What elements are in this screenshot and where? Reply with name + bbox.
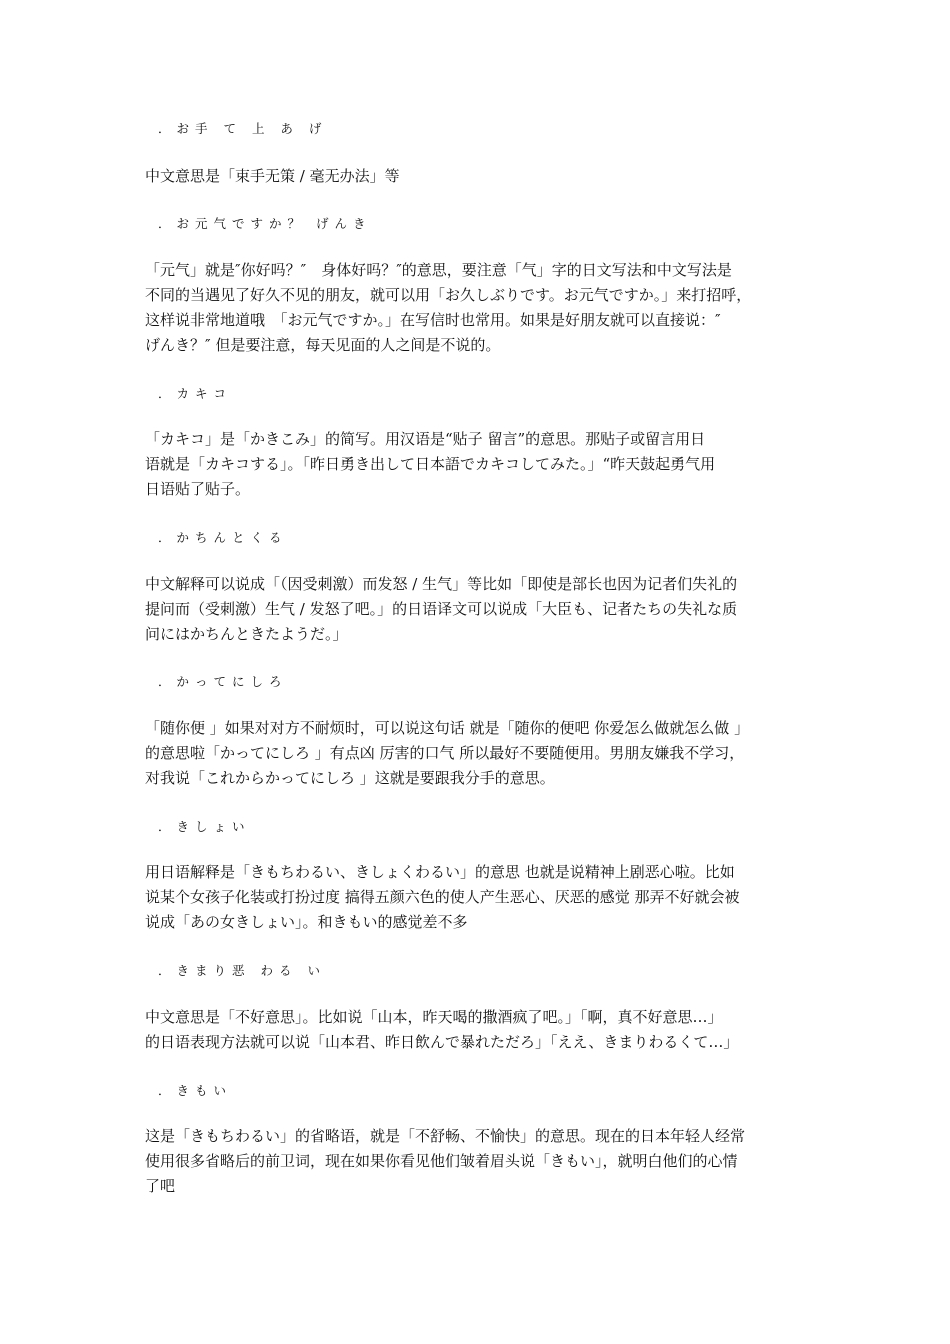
paragraph-line: 语就是「カキコする」。「昨日勇き出して日本語でカキコしてみた。」“昨天鼓起勇气用 xyxy=(145,455,716,473)
paragraph-line: 「元气」就是″你好吗？″ 身体好吗？″的意思，要注意「气」字的日文写法和中文写法是 xyxy=(145,261,732,279)
paragraph-line: げんき？″ 但是要注意，每天见面的人之间是不说的。 xyxy=(145,336,501,354)
paragraph-line: 不同的当遇见了好久不见的朋友，就可以用「お久しぶりです。お元气ですか。」来打招呼， xyxy=(145,286,752,304)
entry-paragraph xyxy=(145,164,810,189)
entry-heading: ．お手 て 上 あ げ xyxy=(158,121,328,136)
entry-heading: ．かちんとくる xyxy=(158,530,288,545)
entry-paragraph xyxy=(145,258,810,358)
paragraph-line: 的日语表现方法就可以说「山本君、昨日飲んで暴れただろ」「ええ、きまりわるくて…」 xyxy=(145,1033,739,1051)
entry-heading: ．きもい xyxy=(158,1083,233,1098)
entry-paragraph xyxy=(145,1005,810,1055)
paragraph-line: 用日语解释是「きもちわるい、きしょくわるい」的意思 也就是说精神上剧恶心啦。比如 xyxy=(145,863,735,881)
entry-heading: ．お元气ですか？ げんき xyxy=(158,216,372,231)
paragraph-line: 中文解释可以说成「（因受刺激）而发怒 / 生气」等比如「即使是部长也因为记者们失礼的 xyxy=(145,575,738,593)
paragraph-line: 了吧 xyxy=(145,1177,176,1195)
entry-paragraph xyxy=(145,860,810,935)
entry-heading: ．きしょい xyxy=(158,819,251,834)
paragraph-line: 「随你便 」如果对对方不耐烦时，可以说这句话 就是「随你的便吧 你爱怎么做就怎么做 」 xyxy=(145,719,750,737)
paragraph-line: 这是「きもちわるい」的省略语，就是「不舒畅、不愉快」的意思。现在的日本年轻人经常 xyxy=(145,1127,746,1145)
paragraph-line: 对我说「これからかってにしろ 」这就是要跟我分手的意思。 xyxy=(145,769,555,787)
entry-heading: ．かってにしろ xyxy=(158,674,288,689)
paragraph-line: 「カキコ」是「かきこみ」的简写。用汉语是“贴子 留言”的意思。那贴子或留言用日 xyxy=(145,430,706,448)
paragraph-line: 这样说非常地道哦 「お元气ですか。」在写信时也常用。如果是好朋友就可以直接说：″ xyxy=(145,311,721,329)
paragraph-line: 使用很多省略后的前卫词，现在如果你看见他们皱着眉头说「きもい」，就明白他们的心情 xyxy=(145,1152,738,1170)
entry-paragraph xyxy=(145,572,810,647)
paragraph-line: 提问而（受刺激）生气 / 发怒了吧。」的日语译文可以说成「大臣も、记者たちの失礼な质 xyxy=(145,600,738,618)
paragraph-line: 中文意思是「不好意思」。比如说「山本，昨天喝的撒酒疯了吧。」「啊，真不好意思…」 xyxy=(145,1008,723,1026)
paragraph-line: 问にはかちんときたようだ。」 xyxy=(145,625,348,643)
entry-paragraph xyxy=(145,427,810,502)
entry-heading: ．きまり恶 わる い xyxy=(158,963,326,978)
paragraph-line: 日语贴了贴子。 xyxy=(145,480,251,498)
paragraph-line: 中文意思是「束手无策 / 毫无办法」等 xyxy=(145,167,400,185)
paragraph-line: 说某个女孩子化装或打扮过度 搞得五颜六色的使人产生恶心、厌恶的感觉 那弄不好就会被 xyxy=(145,888,740,906)
paragraph-line: 的意思啦「かってにしろ 」有点凶 厉害的口气 所以最好不要随便用。男朋友嫌我不学习， xyxy=(145,744,745,762)
entry-paragraph xyxy=(145,716,810,791)
paragraph-line: 说成「あの女きしょい」。和きもい的感觉差不多 xyxy=(145,913,468,931)
entry-paragraph xyxy=(145,1124,810,1199)
entry-heading: ．カキコ xyxy=(158,386,233,401)
